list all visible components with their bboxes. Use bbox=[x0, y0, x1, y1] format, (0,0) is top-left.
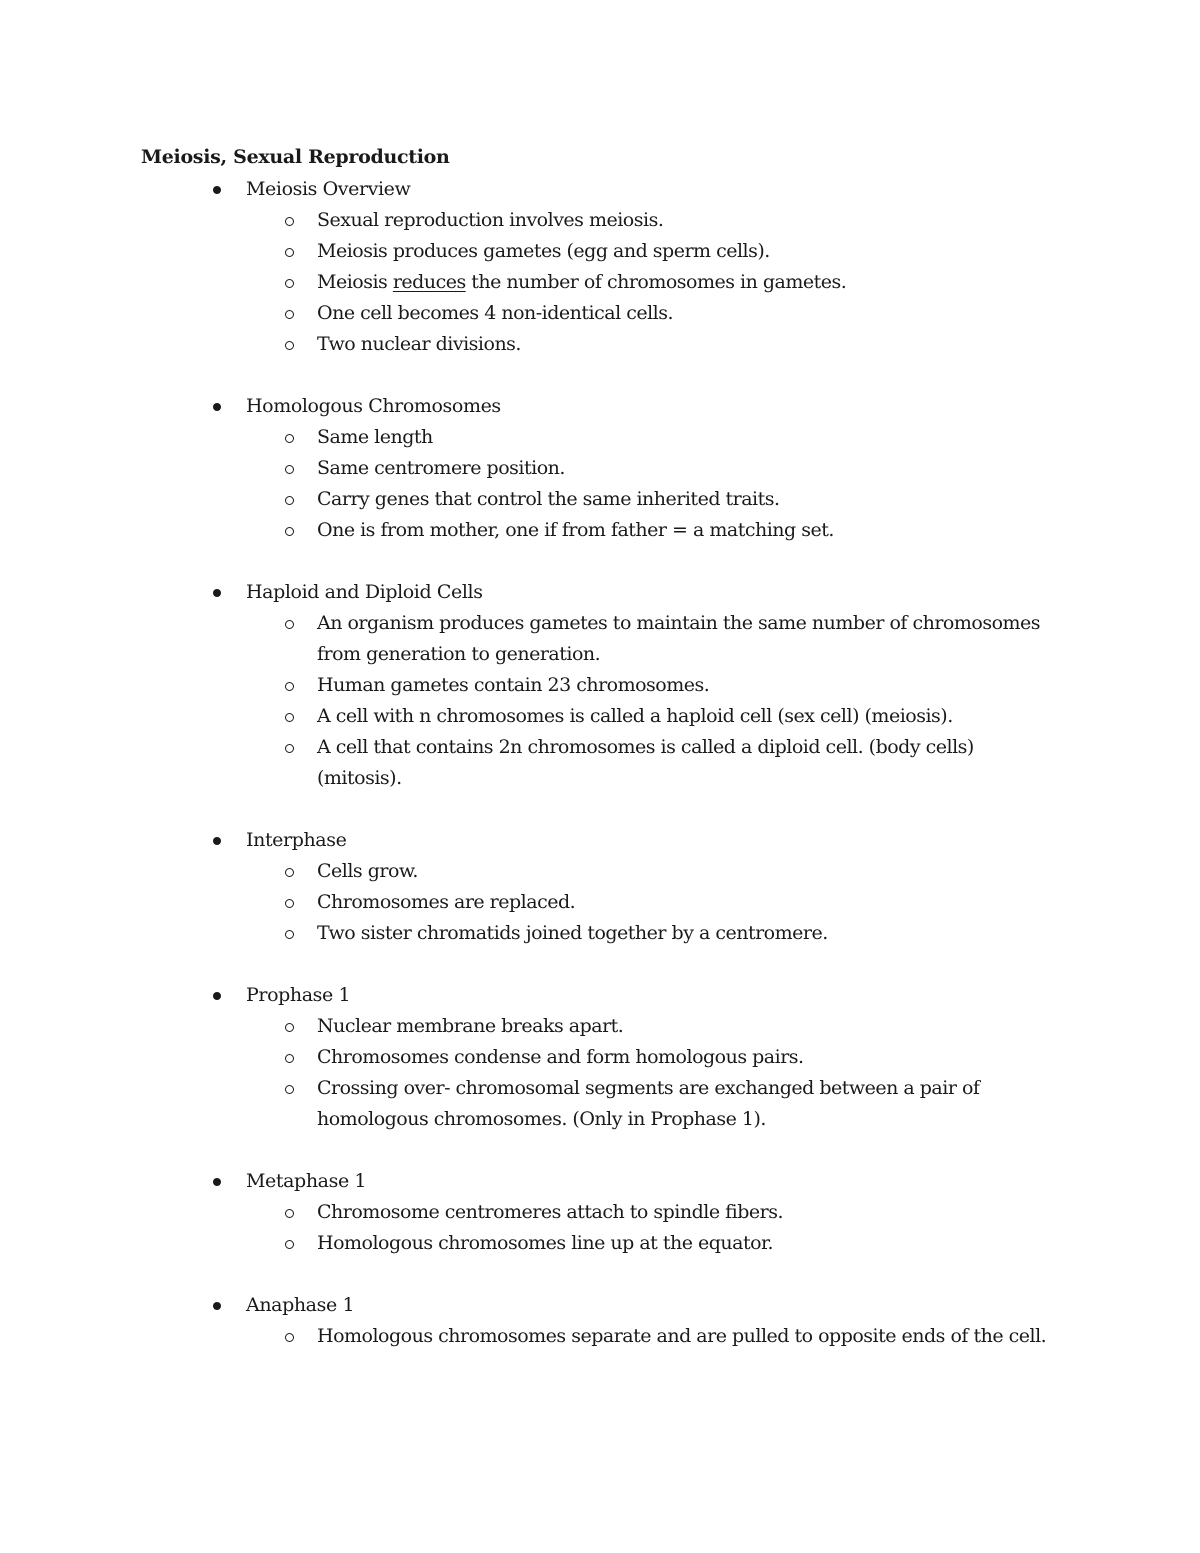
hollow-bullet-icon bbox=[285, 341, 294, 350]
list-item bbox=[141, 732, 1081, 794]
underlined-word: reduces bbox=[392, 271, 466, 293]
sub-bullet-list bbox=[141, 422, 1081, 546]
section-heading-text: Metaphase 1 bbox=[246, 1170, 367, 1192]
hollow-bullet-icon bbox=[285, 899, 294, 908]
section-heading bbox=[141, 1290, 1081, 1321]
outline-section bbox=[141, 980, 1081, 1135]
list-item-text: Same length bbox=[317, 426, 433, 448]
hollow-bullet-icon bbox=[285, 434, 294, 443]
list-item bbox=[141, 608, 1081, 670]
hollow-bullet-icon bbox=[285, 1209, 294, 1218]
section-heading-text: Haploid and Diploid Cells bbox=[246, 581, 483, 603]
section-heading bbox=[141, 174, 1081, 205]
filled-bullet-icon bbox=[213, 403, 221, 411]
list-item bbox=[141, 422, 1081, 453]
hollow-bullet-icon bbox=[285, 248, 294, 257]
list-item-text: Same centromere position. bbox=[317, 457, 565, 479]
hollow-bullet-icon bbox=[285, 217, 294, 226]
list-item-text: Two sister chromatids joined together by a centromere. bbox=[317, 922, 828, 944]
list-item-text: Carry genes that control the same inherited traits. bbox=[317, 488, 780, 510]
hollow-bullet-icon bbox=[285, 279, 294, 288]
list-item-text: A cell that contains 2n chromosomes is called a diploid cell. (body cells) (mitosis). bbox=[317, 736, 974, 789]
list-item-text: Chromosome centromeres attach to spindle fibers. bbox=[317, 1201, 783, 1223]
section-heading bbox=[141, 577, 1081, 608]
outline-section bbox=[141, 1166, 1081, 1259]
section-heading bbox=[141, 391, 1081, 422]
list-item-text: Two nuclear divisions. bbox=[317, 333, 521, 355]
filled-bullet-icon bbox=[213, 1302, 221, 1310]
hollow-bullet-icon bbox=[285, 620, 294, 629]
section-list bbox=[141, 174, 1081, 1383]
list-item bbox=[141, 918, 1081, 949]
section-heading bbox=[141, 825, 1081, 856]
hollow-bullet-icon bbox=[285, 1054, 294, 1063]
outline-section bbox=[141, 825, 1081, 949]
hollow-bullet-icon bbox=[285, 713, 294, 722]
hollow-bullet-icon bbox=[285, 1240, 294, 1249]
list-item-text: Chromosomes condense and form homologous pairs. bbox=[317, 1046, 804, 1068]
section-heading bbox=[141, 980, 1081, 1011]
filled-bullet-icon bbox=[213, 589, 221, 597]
list-item bbox=[141, 205, 1081, 236]
list-item-text: Homologous chromosomes separate and are pulled to opposite ends of the cell. bbox=[317, 1325, 1047, 1347]
outline-section bbox=[141, 577, 1081, 794]
list-item-text: Homologous chromosomes line up at the equator. bbox=[317, 1232, 774, 1254]
section-heading-text: Anaphase 1 bbox=[246, 1294, 355, 1316]
outline-section bbox=[141, 1290, 1081, 1352]
list-item-text: Nuclear membrane breaks apart. bbox=[317, 1015, 624, 1037]
filled-bullet-icon bbox=[213, 1178, 221, 1186]
list-item bbox=[141, 267, 1081, 298]
text-run: Meiosis bbox=[317, 271, 393, 293]
list-item-text: Sexual reproduction involves meiosis. bbox=[317, 209, 664, 231]
sub-bullet-list bbox=[141, 1321, 1081, 1352]
hollow-bullet-icon bbox=[285, 1085, 294, 1094]
text-run: the number of chromosomes in gametes. bbox=[465, 271, 847, 293]
hollow-bullet-icon bbox=[285, 930, 294, 939]
list-item-text: One is from mother, one if from father = a matching set. bbox=[317, 519, 834, 541]
hollow-bullet-icon bbox=[285, 1023, 294, 1032]
hollow-bullet-icon bbox=[285, 310, 294, 319]
list-item bbox=[141, 1228, 1081, 1259]
document-title: Meiosis, Sexual Reproduction bbox=[141, 146, 450, 168]
list-item-text: Human gametes contain 23 chromosomes. bbox=[317, 674, 710, 696]
sub-bullet-list bbox=[141, 205, 1081, 360]
list-item-text: Cells grow. bbox=[317, 860, 418, 882]
section-heading-text: Interphase bbox=[246, 829, 347, 851]
outline-section bbox=[141, 391, 1081, 546]
list-item bbox=[141, 856, 1081, 887]
sub-bullet-list bbox=[141, 856, 1081, 949]
outline-section bbox=[141, 174, 1081, 360]
section-heading-text: Meiosis Overview bbox=[246, 178, 411, 200]
list-item bbox=[141, 670, 1081, 701]
list-item bbox=[141, 1073, 1081, 1135]
hollow-bullet-icon bbox=[285, 868, 294, 877]
filled-bullet-icon bbox=[213, 186, 221, 194]
list-item bbox=[141, 453, 1081, 484]
list-item-text: Crossing over- chromosomal segments are exchanged between a pair of homologous chromosomes. (Only in Prophase 1). bbox=[317, 1077, 980, 1130]
hollow-bullet-icon bbox=[285, 465, 294, 474]
sub-bullet-list bbox=[141, 1197, 1081, 1259]
list-item-text bbox=[317, 267, 1057, 298]
hollow-bullet-icon bbox=[285, 744, 294, 753]
list-item bbox=[141, 329, 1081, 360]
list-item-text: One cell becomes 4 non-identical cells. bbox=[317, 302, 674, 324]
list-item bbox=[141, 484, 1081, 515]
hollow-bullet-icon bbox=[285, 682, 294, 691]
section-heading-text: Prophase 1 bbox=[246, 984, 351, 1006]
section-heading bbox=[141, 1166, 1081, 1197]
list-item-text: An organism produces gametes to maintain the same number of chromosomes from generation to generation. bbox=[317, 612, 1041, 665]
list-item bbox=[141, 1321, 1081, 1352]
list-item bbox=[141, 1042, 1081, 1073]
list-item bbox=[141, 1197, 1081, 1228]
sub-bullet-list bbox=[141, 1011, 1081, 1135]
sub-bullet-list bbox=[141, 608, 1081, 794]
list-item bbox=[141, 236, 1081, 267]
hollow-bullet-icon bbox=[285, 496, 294, 505]
list-item bbox=[141, 515, 1081, 546]
list-item bbox=[141, 298, 1081, 329]
list-item-text: A cell with n chromosomes is called a haploid cell (sex cell) (meiosis). bbox=[317, 705, 953, 727]
list-item-text: Meiosis produces gametes (egg and sperm cells). bbox=[317, 240, 770, 262]
list-item bbox=[141, 887, 1081, 918]
list-item bbox=[141, 701, 1081, 732]
section-heading-text: Homologous Chromosomes bbox=[246, 395, 501, 417]
filled-bullet-icon bbox=[213, 992, 221, 1000]
filled-bullet-icon bbox=[213, 837, 221, 845]
list-item-text: Chromosomes are replaced. bbox=[317, 891, 576, 913]
hollow-bullet-icon bbox=[285, 1333, 294, 1342]
list-item bbox=[141, 1011, 1081, 1042]
hollow-bullet-icon bbox=[285, 527, 294, 536]
